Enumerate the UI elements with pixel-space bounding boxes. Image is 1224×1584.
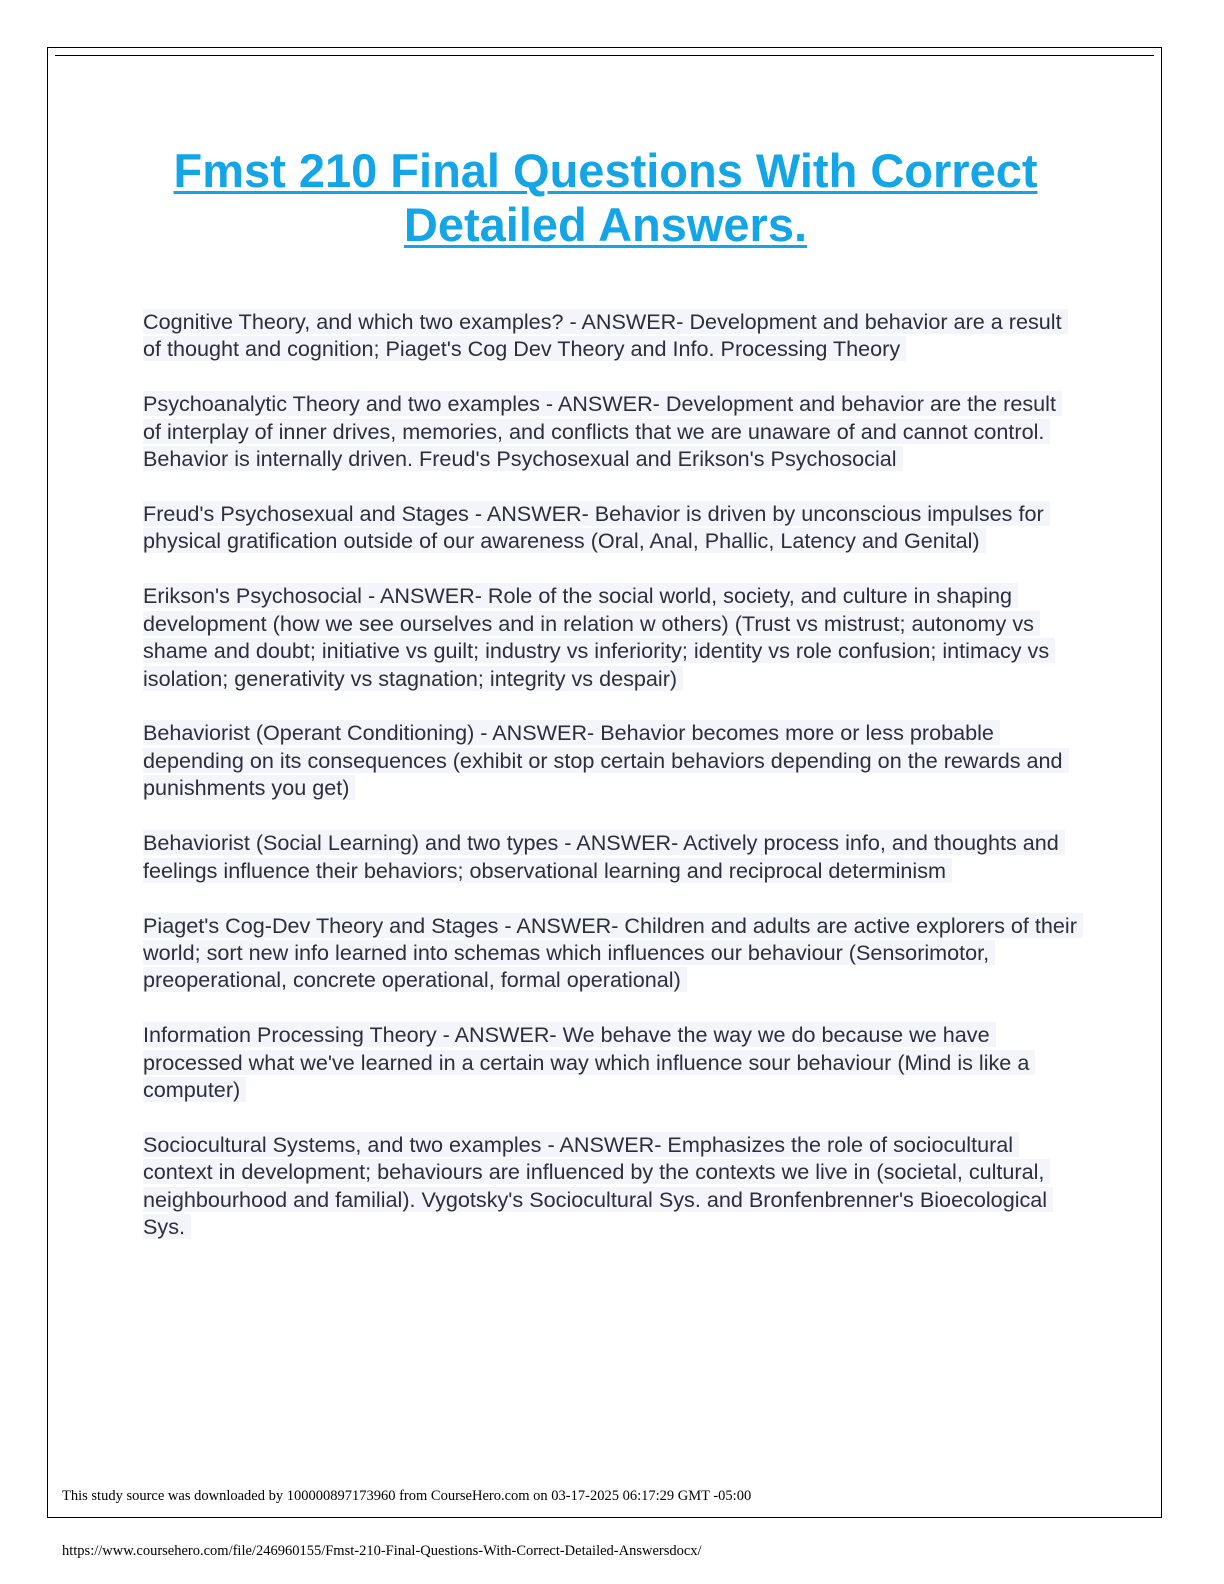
qa-list bbox=[143, 308, 1078, 1268]
qa-item bbox=[143, 1021, 1078, 1103]
qa-item-text: Information Processing Theory - ANSWER- We behave the way we do because we have processed what we've learned in a certain way which influence sour behaviour (Mind is like a computer) bbox=[143, 1022, 1035, 1102]
qa-item-text: Behaviorist (Social Learning) and two types - ANSWER- Actively process info, and thoughts and feelings influence their behaviors; observational learning and reciprocal determinism bbox=[143, 830, 1065, 882]
qa-item bbox=[143, 829, 1078, 884]
qa-item-text: Erikson's Psychosocial - ANSWER- Role of the social world, society, and culture in shaping development (how we see ourselves and in relation w others) (Trust vs mistrust; autonomy vs shame and doubt; initiative vs guilt; industry vs inferiority; identity vs role confusion; intimacy vs isolation; generativity vs stagnation; integrity vs despair) bbox=[143, 583, 1055, 690]
qa-item bbox=[143, 390, 1078, 472]
document-title[interactable]: Fmst 210 Final Questions With Correct Detailed Answers. bbox=[173, 144, 1038, 251]
qa-item bbox=[143, 719, 1078, 801]
qa-item bbox=[143, 912, 1078, 994]
qa-item bbox=[143, 582, 1078, 692]
qa-item-text: Behaviorist (Operant Conditioning) - ANSWER- Behavior becomes more or less probable depending on its consequences (exhibit or stop certain behaviors depending on the rewards and punishments you get) bbox=[143, 720, 1069, 800]
qa-item-text: Cognitive Theory, and which two examples? - ANSWER- Development and behavior are a result of thought and cognition; Piaget's Cog Dev Theory and Info. Processing Theory bbox=[143, 309, 1068, 361]
footer-url[interactable]: https://www.coursehero.com/file/246960155/Fmst-210-Final-Questions-With-Correct-Detailed-Answersdocx/ bbox=[62, 1543, 702, 1559]
qa-item bbox=[143, 1131, 1078, 1241]
qa-item-text: Psychoanalytic Theory and two examples - ANSWER- Development and behavior are the result of interplay of inner drives, memories, and conflicts that we are unaware of and cannot control. Behavior is internally driven. Freud's Psychosexual and Erikson's Psychosocial bbox=[143, 391, 1062, 471]
footer-source-notice: This study source was downloaded by 100000897173960 from CourseHero.com on 03-17-2025 06:17:29 GMT -05:00 bbox=[62, 1488, 752, 1504]
qa-item bbox=[143, 500, 1078, 555]
qa-item-text: Sociocultural Systems, and two examples - ANSWER- Emphasizes the role of sociocultural context in development; behaviours are influenced by the contexts we live in (societal, cultural, neighbourhood and familial). Vygotsky's Sociocultural Sys. and Bronfenbrenner's Bioecological Sys. bbox=[143, 1132, 1053, 1239]
page-frame bbox=[47, 47, 1162, 1518]
top-rule bbox=[55, 55, 1154, 56]
qa-item-text: Freud's Psychosexual and Stages - ANSWER- Behavior is driven by unconscious impulses for physical gratification outside of our awareness (Oral, Anal, Phallic, Latency and Genital) bbox=[143, 501, 1050, 553]
qa-item-text: Piaget's Cog-Dev Theory and Stages - ANSWER- Children and adults are active explorers of their world; sort new info learned into schemas which influences our behaviour (Sensorimotor, preoperational, concrete operational, formal operational) bbox=[143, 913, 1083, 993]
qa-item bbox=[143, 308, 1078, 363]
